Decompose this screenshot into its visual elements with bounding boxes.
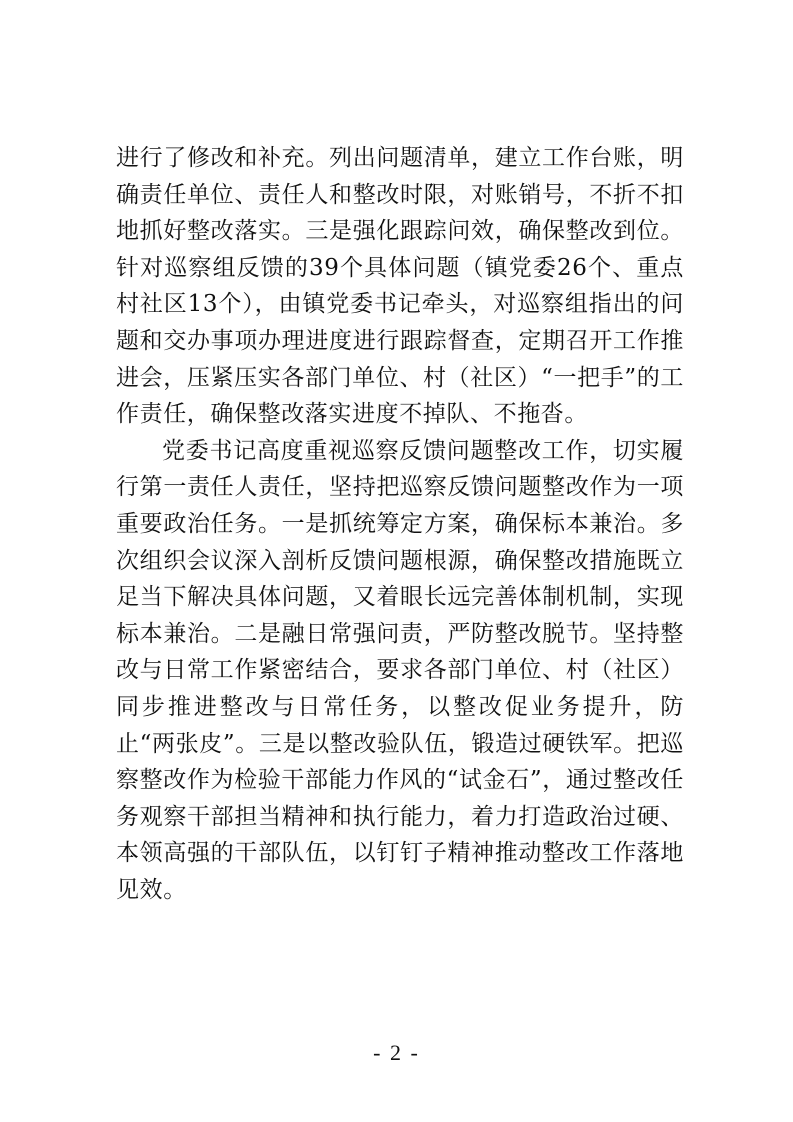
page-number: - 2 - [373, 1040, 420, 1065]
document-body [116, 140, 684, 908]
paragraph-continued: 进行了修改和补充。列出问题清单，建立工作台账，明确责任单位、责任人和整改时限，对账销号，不折不扣地抓好整改落实。三是强化跟踪问效，确保整改到位。针对巡察组反馈的39个具体问题（镇党委26个、重点村社区13个），由镇党委书记牵头，对巡察组指出的问题和交办事项办理进度进行跟踪督查，定期召开工作推进会，压紧压实各部门单位、村（社区）“一把手”的工作责任，确保整改落实进度不掉队、不拖沓。 [116, 145, 684, 428]
paragraph-party-secretary: 党委书记高度重视巡察反馈问题整改工作，切实履行第一责任人责任，坚持把巡察反馈问题整改作为一项重要政治任务。一是抓统筹定方案，确保标本兼治。多次组织会议深入剖析反馈问题根源，确保整改措施既立足当下解决具体问题，又着眼长远完善体制机制，实现标本兼治。二是融日常强问责，严防整改脱节。坚持整改与日常工作紧密结合，要求各部门单位、村（社区）同步推进整改与日常任务，以整改促业务提升，防止“两张皮”。三是以整改验队伍，锻造过硬铁军。把巡察整改作为检验干部能力作风的“试金石”，通过整改任务观察干部担当精神和执行能力，着力打造政治过硬、本领高强的干部队伍，以钉钉子精神推动整改工作落地见效。 [116, 437, 684, 903]
